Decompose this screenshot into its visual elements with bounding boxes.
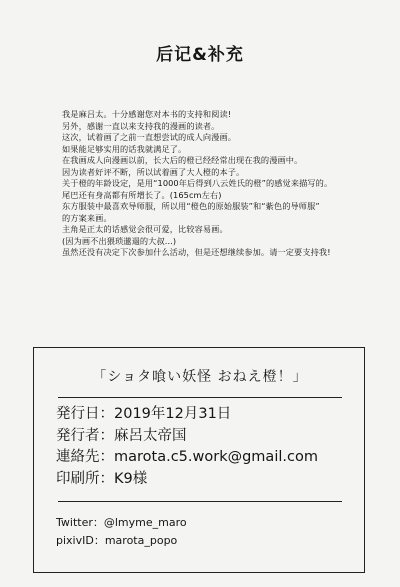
- twitter-label: Twitter: [56, 516, 93, 529]
- colophon-info-list: [56, 404, 318, 490]
- publish-date-value: 2019年12月31日: [114, 406, 232, 422]
- publisher-row: [56, 426, 318, 448]
- publish-date-separator: ：: [99, 406, 114, 422]
- afterword-line: 我是麻吕太。十分感谢您对本书的支持和阅读!: [62, 109, 232, 119]
- afterword-line: 这次，试着画了之前一直想尝试的成人向漫画。: [62, 132, 237, 142]
- printer-value: K9様: [114, 470, 148, 487]
- contact-email-label: 連絡先: [56, 449, 100, 465]
- twitter-handle: @lmyme_maro: [103, 516, 187, 529]
- contact-email-row: [56, 447, 318, 469]
- publisher-separator: ：: [99, 427, 114, 444]
- colophon-divider-bottom: [58, 501, 342, 502]
- afterword-line: 另外，感谢一直以来支持我的漫画的读者。: [62, 120, 220, 131]
- afterword-line: 主角是正太的话感觉会很可爱，比较容易画。: [62, 224, 228, 234]
- afterword-title: 后记&补充: [156, 45, 244, 65]
- twitter-separator: ：: [92, 516, 104, 529]
- printer-row: [56, 469, 318, 491]
- publish-date-label: 発行日: [56, 406, 100, 422]
- printer-separator: ：: [99, 470, 114, 487]
- afterword-body: [62, 109, 362, 259]
- colophon-divider-top: [58, 397, 342, 398]
- afterword-line: 东方服装中最喜欢导师服，所以用“橙色的原始服装”和“紫色的导师服”: [62, 201, 320, 211]
- colophon-book-title: 「ショタ喰い妖怪 おねえ橙！」: [92, 369, 308, 385]
- afterword-line: 因为读者好评不断，所以试着画了大人橙的本子。: [62, 166, 245, 177]
- afterword-line: 关于橙的年龄设定，是用“1000年后得到八云姓氏的橙”的感觉来描写的。: [62, 178, 333, 188]
- afterword-line: 如果能足够实用的话我就满足了。: [62, 143, 187, 154]
- publisher-label: 発行者: [56, 427, 100, 444]
- pixiv-row: [56, 532, 187, 550]
- contact-email-value: marota.c5.work@gmail.com: [114, 449, 318, 465]
- printer-label: 印刷所: [56, 470, 100, 487]
- afterword-line: 在我画成人向漫画以前，长大后的橙已经经常出现在我的漫画中。: [62, 155, 303, 165]
- pixiv-label: pixivID: [56, 534, 94, 547]
- pixiv-id: marota_popo: [104, 534, 178, 547]
- colophon-box: [33, 347, 365, 573]
- pixiv-separator: ：: [93, 534, 105, 547]
- publish-date-row: [56, 404, 318, 426]
- afterword-line: (因为画不出猥琐邋遢的大叔...): [62, 235, 177, 246]
- afterword-line: 的方案来画。: [62, 212, 112, 223]
- social-contact-list: [56, 514, 187, 550]
- twitter-row: [56, 514, 187, 532]
- contact-email-separator: ：: [99, 449, 114, 465]
- afterword-line: 虽然还没有决定下次参加什么活动，但是还想继续参加。请一定要支持我!: [62, 247, 331, 257]
- publisher-value: 麻呂太帝国: [114, 427, 187, 444]
- afterword-line: 尾巴还有身高都有所增长了。(165cm左右): [62, 189, 222, 200]
